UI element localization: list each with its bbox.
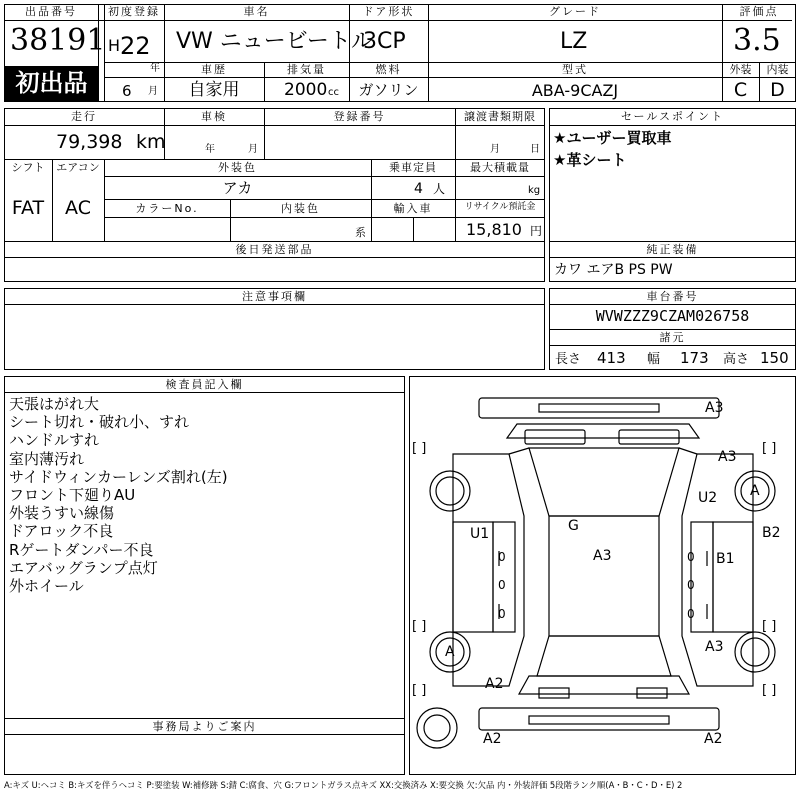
transfer-label: 譲渡書類期限 [464,110,536,123]
mark-right-front-bracket: [ ] [762,441,777,456]
width-label: 幅 [647,352,661,367]
model: ABA-9CAZJ [531,81,619,100]
history-label: 車歴 [201,63,227,76]
mark-windshield: G [568,518,579,534]
inspector-line: サイドウィンカーレンズ割れ(左) [9,467,228,486]
ac-label: エアコン [56,161,100,174]
reg-year: 22 [120,32,151,60]
ac: AC [65,197,91,219]
mileage-label: 走行 [71,110,97,123]
dimensions-label: 諸元 [659,331,686,344]
model-label: 型式 [562,63,588,76]
recycle-deposit: 15,810 [466,220,522,239]
height: 150 [760,349,789,367]
mark-zero: 0 [687,550,695,564]
car-name-label: 車名 [243,5,270,18]
shift: FAT [11,197,45,219]
width: 173 [680,349,709,367]
office-label: 事務局よりご案内 [152,720,257,733]
inspection-month-unit: 月 [248,144,258,155]
grade-label: グレード [549,5,601,18]
interior-color-unit: 系 [355,226,366,239]
first-reg-label: 初度登録 [108,5,160,18]
mark-front-bumper: A3 [705,400,724,416]
lot-number: 38191 [10,23,106,58]
reg-month: 6 [122,82,132,100]
inspector-line: 外ホイール [9,577,84,596]
lot-number-label: 出品番号 [25,5,77,18]
mileage: 79,398 [56,131,123,153]
mark-left-front-door: U1 [470,526,490,542]
mark-left-rear-bracket: [ ] [412,619,427,634]
car-name: VW ニュービートル [176,29,373,54]
length: 413 [597,349,626,367]
transfer-day-unit: 日 [530,144,540,155]
inspector-line: フロント下廻りAU [9,486,136,505]
inspector-line: ハンドルすれ [9,431,100,450]
inspector-line: 外装うすい線傷 [9,504,115,523]
mark-rear-bumper-left: A2 [483,731,502,747]
door-label: ドア形状 [362,5,415,18]
reg-number-label: 登録番号 [333,110,386,123]
length-label: 長さ [555,352,582,367]
score-label: 評価点 [739,5,779,18]
mark-left-front-bracket: [ ] [412,441,427,456]
mark-left-rear-tire: A [445,644,455,660]
color-label: 外装色 [218,161,257,174]
interior-label: 内装 [766,63,789,76]
mark-zero: 0 [687,578,695,592]
mark-left-bottom-bracket: [ ] [412,683,427,698]
recycle-label: リサイクル預託金 [464,202,536,212]
equipment: カワ エアB PS PW [554,262,673,278]
displacement-unit: cc [328,87,339,98]
mark-zero: 0 [498,550,506,564]
equipment-label: 純正装備 [646,243,699,256]
mark-right-bottom-bracket: [ ] [762,683,777,698]
exterior-grade: C [733,79,748,101]
fuel-label: 燃料 [375,63,402,76]
inspector-line: シート切れ・破れ小、すれ [9,413,190,432]
car-outline [409,376,796,775]
color-no-label: カラーNo. [135,202,199,215]
sales-point-item: ★革シート [553,151,627,169]
inspector-line: 室内薄汚れ [9,449,85,468]
interior-color-label: 内装色 [281,202,320,215]
chassis-number: WVWZZZ9CZAM026758 [595,307,750,325]
sales-point-item: ★ユーザー買取車 [553,129,672,147]
shift-label: シフト [11,161,45,174]
inspector-line: エアバッグランプ点灯 [9,558,158,577]
history: 自家用 [188,80,240,100]
displacement: 2000 [284,80,328,100]
mark-right-front-tire: A [750,483,760,499]
inspector-line: 天張はがれ大 [9,395,100,413]
mark-right-side: B2 [762,525,781,541]
inspector-line: Rゲートダンパー不良 [9,540,154,559]
first-listing-text: 初出品 [15,69,88,97]
exterior-label: 外装 [729,63,752,76]
reg-era: H [108,36,121,55]
inspection-label: 車検 [201,110,227,123]
inspector-line: ドアロック不良 [9,522,114,541]
mark-zero: 0 [498,607,506,621]
score: 3.5 [733,23,781,58]
mark-right-rear-bracket: [ ] [762,619,777,634]
mark-right-front-fender: A3 [718,449,737,465]
mark-zero: 0 [498,578,506,592]
reg-month-unit: 月 [148,86,158,97]
chassis-label: 車台番号 [646,290,699,303]
max-load-label: 最大積載量 [470,161,530,174]
mark-right-rear-fender: A3 [705,639,724,655]
capacity: 4 [414,181,423,197]
inspector-notes [9,395,399,595]
mileage-unit: km [136,131,166,153]
reg-year-unit: 年 [150,63,160,74]
fuel: ガソリン [358,81,419,99]
mark-rear-bumper-right: A2 [704,731,723,747]
notes-label: 注意事項欄 [242,290,307,303]
door-type: 3CP [363,29,406,54]
mark-right-rear-door: B1 [716,551,735,567]
capacity-label: 乗車定員 [389,161,437,174]
import-label: 輸入車 [393,202,433,215]
sales-points-label: セールスポイント [620,110,724,123]
inspection-year-unit: 年 [205,144,215,155]
transfer-month-unit: 月 [490,144,500,155]
mark-roof: A3 [593,548,612,564]
mark-left-rear-fender: A2 [485,676,504,692]
interior-grade: D [770,79,785,101]
grade: LZ [560,29,588,54]
recycle-unit: 円 [530,224,543,238]
legend: A:キズ U:ヘコミ B:キズを伴うヘコミ P:要塗装 W:補修跡 S:錆 C:腐食、穴 G:フロントガラス点キズ XX:交換済み X:要交換 欠:欠品 内・外装評価 5段階ランク順(A・B・C・D・E) 2 [4,780,683,790]
later-parts-label: 後日発送部品 [235,243,314,256]
mark-right-front-door: U2 [698,490,718,506]
color: アカ [222,179,253,197]
inspector-label: 検査員記入欄 [165,378,244,391]
max-load-unit: kg [528,185,541,196]
height-label: 高さ [723,352,750,367]
capacity-unit: 人 [433,182,446,196]
mark-zero: 0 [687,607,695,621]
displacement-label: 排気量 [287,63,326,76]
